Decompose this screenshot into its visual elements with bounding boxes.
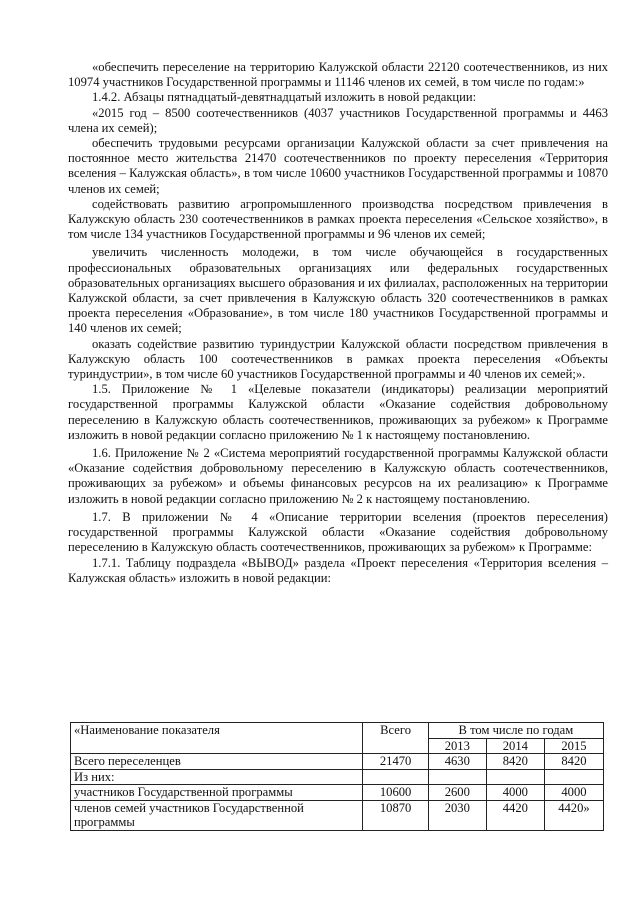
table-row: [71, 769, 604, 785]
row-total: 21470: [363, 754, 428, 770]
row-2013: 2600: [428, 785, 486, 801]
paragraph: 1.6. Приложение № 2 «Система мероприятий государственной программы Калужской области «Оказание содействия добровольному переселению в Калужскую область соотечественников, проживающих за рубежом» и объемы финансовых ресурсов на их реализацию» к Программе изложить в новой редакции согласно приложению № 2 к настоящему постановлению.: [68, 446, 608, 506]
paragraph: 1.4.2. Абзацы пятнадцатый-девятнадцатый изложить в новой редакции:: [92, 90, 477, 105]
row-total: [363, 769, 428, 785]
header-year: 2014: [486, 738, 544, 754]
row-2014: 4420: [486, 800, 544, 830]
row-total: 10600: [363, 785, 428, 801]
row-2014: [486, 769, 544, 785]
row-total: 10870: [363, 800, 428, 830]
row-2015: 8420: [544, 754, 603, 770]
row-2015: 4420»: [544, 800, 603, 830]
row-2013: 2030: [428, 800, 486, 830]
paragraph: оказать содействие развитию туриндустрии Калужской области посредством привлечения в Калужскую область 100 соотечественников в рамках проекта переселения «Объекты туриндустрии», в том числе 60 участников Государственной программы и 40 членов их семей;».: [68, 336, 608, 382]
table-row: [71, 754, 604, 770]
paragraph: 1.7.1. Таблицу подраздела «ВЫВОД» раздела «Проект переселения «Территория вселения – Калужская область» изложить в новой редакции:: [68, 555, 608, 585]
row-name: Из них:: [71, 769, 363, 785]
row-name: Всего переселенцев: [71, 754, 363, 770]
paragraph: 1.5. Приложение № 1 «Целевые показатели (индикаторы) реализации мероприятий государственной программы Калужской области «Оказание содействия добровольному переселению в Калужскую область соотечественников, проживающих за рубежом» к Программе изложить в новой редакции согласно приложению № 1 к настоящему постановлению.: [68, 382, 608, 442]
paragraph: обеспечить трудовыми ресурсами организации Калужской области за счет привлечения на постоянное место жительства 21470 соотечественников по проекту переселения «Территория вселения – Калужская область», в том числе 10600 участников Государственной программы и 10870 членов их семей;: [68, 136, 608, 196]
row-name: участников Государственной программы: [71, 785, 363, 801]
paragraph: «обеспечить переселение на территорию Калужской области 22120 соотечественников, из них 10974 участников Государственной программы и 11146 членов их семей, в том числе по годам:»: [68, 60, 608, 90]
row-2013: 4630: [428, 754, 486, 770]
header-indicator-name: «Наименование показателя: [71, 723, 363, 754]
header-year: 2015: [544, 738, 603, 754]
table-row: [71, 800, 604, 830]
paragraph: увеличить численность молодежи, в том числе обучающейся в государственных профессиональных образовательных организациях или федеральных государственных образовательных организациях высшего образования и их филиалах, расположенных на территории Калужской области, за счет привлечения в Калужскую область 320 соотечественников в рамках проекта переселения «Образование», в том числе 180 участников Государственной программы и 140 членов их семей;: [68, 245, 608, 336]
table-row: [71, 785, 604, 801]
row-2015: [544, 769, 603, 785]
row-2015: 4000: [544, 785, 603, 801]
summary-table: [70, 722, 604, 831]
paragraph: 1.7. В приложении № 4 «Описание территории вселения (проектов переселения) государственной программы Калужской области «Оказание содействия добровольному переселению в Калужскую область соотечественников, проживающих за рубежом» к Программе:: [68, 509, 608, 555]
row-2013: [428, 769, 486, 785]
paragraph: «2015 год – 8500 соотечественников (4037 участников Государственной программы и 4463 члена их семей);: [68, 105, 608, 135]
row-2014: 4000: [486, 785, 544, 801]
row-2014: 8420: [486, 754, 544, 770]
header-year: 2013: [428, 738, 486, 754]
paragraph: содействовать развитию агропромышленного производства посредством привлечения в Калужскую область 230 соотечественников в рамках проекта переселения «Сельское хозяйство», в том числе 134 участников Государственной программы и 96 членов их семей;: [68, 196, 608, 242]
row-name: членов семей участников Государственной программы: [71, 800, 363, 830]
header-years: В том числе по годам: [428, 723, 603, 739]
header-total: Всего: [363, 723, 428, 754]
